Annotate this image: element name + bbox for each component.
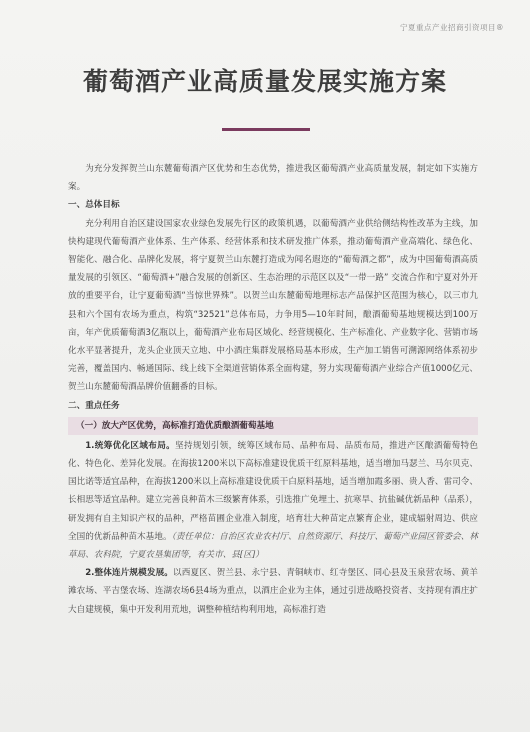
- header-tag: 宁夏重点产业招商引资项目®: [400, 23, 504, 32]
- item2-paragraph: [68, 564, 478, 619]
- item1-responsibility-note: （责任单位：自治区农业农村厅、自然资源厅、科技厅、葡萄产业园区管委会、林草局、农科院，宁夏农垦集团等，有关市、县[区]）: [68, 531, 478, 561]
- subsection-heading-band: （一）放大产区优势，高标准打造优质酿酒葡萄基地: [68, 417, 478, 435]
- section-heading-tasks: 二、重点任务: [68, 400, 120, 411]
- page-title: 葡萄酒产业高质量发展实施方案: [82, 67, 447, 96]
- title-divider: [222, 128, 310, 131]
- item2-body: 以西夏区、贺兰县、永宁县、青铜峡市、红寺堡区、同心县及玉泉营农场、黄羊滩农场、平吉堡农场、连湖农场6县4场为重点，以酒庄企业为主体，通过引进战略投资者、支持现有酒庄扩大自建规模，集中开发利用荒地，调整种植结构利用地，高标准打造: [68, 568, 478, 615]
- intro-paragraph: 为充分发挥贺兰山东麓葡萄酒产区优势和生态优势，推进我区葡萄酒产业高质量发展，制定如下实施方案。: [68, 164, 478, 193]
- item2-lead: 2.整体连片规模发展。: [85, 568, 174, 579]
- item1-body: 坚持规划引领，统筹区域布局、品种布局、品质布局，推进产区酿酒葡萄特色化、特色化、差异化发展。在海拔1200米以下高标准建设优质干红原料基地，适当增加马瑟兰、马尔贝克、国比诺等适宜品种，在海拔1200米以上高标准建设优质干白原料基地，适当增加霞多丽、贵人香、雷司令、长相思等适宜品种。建立完善良种苗木三级繁育体系，引选推广免埋土、抗寒旱、抗盐碱优新品种（品系），研发拥有自主知识产权的品种，严格苗圃企业准入制度，培育壮大种苗定点繁育企业，建成辐射周边、供应全国的优新品种苗木基地。: [68, 440, 478, 542]
- section-heading-goals: 一、总体目标: [68, 200, 120, 211]
- document-body: [68, 160, 478, 619]
- goals-paragraph: 充分利用自治区建设国家农业绿色发展先行区的政策机遇，以葡萄酒产业供给侧结构性改革为主线，加快构建现代葡萄酒产业体系、生产体系、经营体系和技术研发推广体系，推动葡萄酒产业高端化、绿色化、智能化、融合化、品牌化发展，将宁夏贺兰山东麓打造成为闻名遐迩的“葡萄酒之都”，成为中国葡萄酒高质量发展的引领区、“葡萄酒+”融合发展的创新区、生态治理的示范区以及“一带一路” 交流合作和宁夏对外开放的重要平台，让宁夏葡萄酒“当惊世界殊”。以贺兰山东麓葡萄地理标志产品保护区范围为核心，以三市九县和六个国有农场为重点，构筑“32521”总体布局，力争用5—10年时间，酿酒葡萄基地规模达到100万亩，年产优质葡萄酒3亿瓶以上，葡萄酒产业布局区域化、经营规模化、生产标准化、产业数字化、营销市场化水平显著提升，龙头企业顶天立地、中小酒庄集群发展格局基本形成，生产加工销售可溯源网络体系初步完善，覆盖国内、畅通国际、线上线下全渠道营销体系全面构建，努力实现葡萄酒产业综合产值1000亿元、贺兰山东麓葡萄酒品牌价值翻番的目标。: [68, 218, 478, 393]
- item1-lead: 1.统筹优化区域布局。: [85, 440, 176, 451]
- item1-paragraph: [68, 437, 478, 564]
